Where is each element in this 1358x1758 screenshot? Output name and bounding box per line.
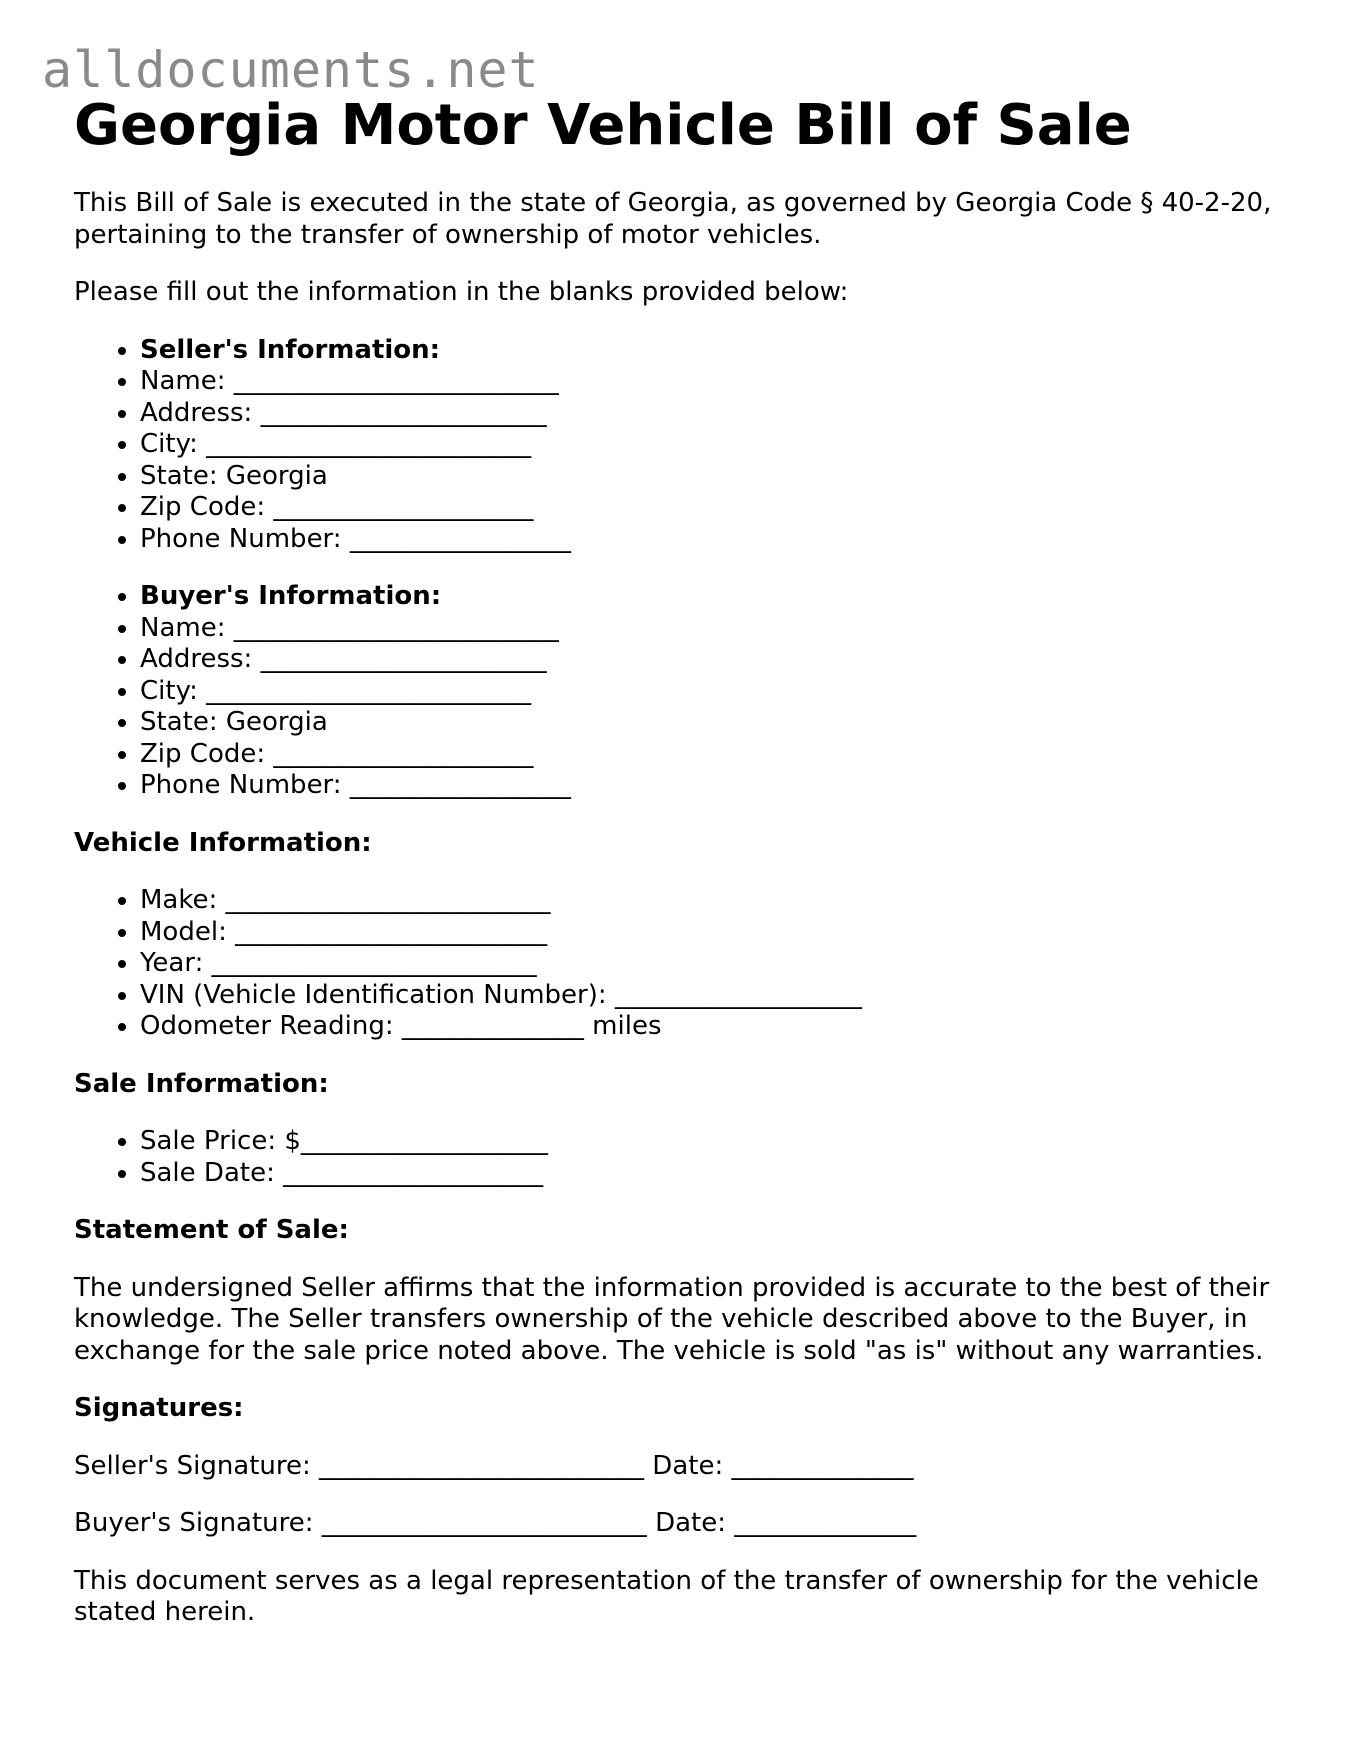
- document-title: Georgia Motor Vehicle Bill of Sale: [74, 93, 1132, 158]
- closing-paragraph: This document serves as a legal representation of the transfer of ownership for the vehicle stated herein.: [74, 1565, 1259, 1627]
- document-page: [74, 88, 1284, 1629]
- buyer-information-list: [74, 581, 1284, 802]
- vehicle-information-list: [74, 885, 1284, 1043]
- intro-paragraph: This Bill of Sale is executed in the state of Georgia, as governed by Georgia Code § 40-2-20, pertaining to the transfer of ownership of motor vehicles.: [74, 188, 1272, 250]
- seller-state-field: • State: Georgia: [140, 461, 1284, 493]
- signatures-heading: Signatures:: [74, 1393, 244, 1423]
- buyer-phone-field: • Phone Number: _________________: [140, 770, 1284, 802]
- seller-phone-field: • Phone Number: _________________: [140, 524, 1284, 556]
- sale-heading: Sale Information:: [74, 1068, 329, 1099]
- sale-price-field: • Sale Price: $___________________: [140, 1126, 1284, 1158]
- buyer-heading: • Buyer's Information:: [140, 581, 1284, 613]
- vehicle-year-field: • Year: _________________________: [140, 948, 1284, 980]
- seller-signature-line: Seller's Signature: _________________________ Date: ______________: [74, 1450, 914, 1481]
- seller-name-field: • Name: _________________________: [140, 366, 1284, 398]
- watermark-logo: alldocuments.net: [42, 41, 540, 99]
- instructions-paragraph: Please fill out the information in the blanks provided below:: [74, 277, 849, 307]
- buyer-zip-field: • Zip Code: ____________________: [140, 739, 1284, 771]
- buyer-address-field: • Address: ______________________: [140, 644, 1284, 676]
- vehicle-make-field: • Make: _________________________: [140, 885, 1284, 917]
- statement-paragraph: The undersigned Seller affirms that the information provided is accurate to the best of their knowledge. The Seller transfers ownership of the vehicle described above to the Buyer, in exchange for the sale price noted above. The vehicle is sold "as is" without any warranties.: [74, 1272, 1270, 1366]
- seller-heading: • Seller's Information:: [140, 335, 1284, 367]
- statement-heading: Statement of Sale:: [74, 1215, 349, 1245]
- buyer-signature-line: Buyer's Signature: _________________________ Date: ______________: [74, 1508, 917, 1538]
- buyer-name-field: • Name: _________________________: [140, 613, 1284, 645]
- sale-information-list: [74, 1126, 1284, 1189]
- seller-city-field: • City: _________________________: [140, 429, 1284, 461]
- buyer-state-field: • State: Georgia: [140, 707, 1284, 739]
- seller-address-field: • Address: ______________________: [140, 398, 1284, 430]
- seller-zip-field: • Zip Code: ____________________: [140, 492, 1284, 524]
- buyer-city-field: • City: _________________________: [140, 676, 1284, 708]
- seller-information-list: [74, 335, 1284, 556]
- vehicle-model-field: • Model: ________________________: [140, 917, 1284, 949]
- vehicle-vin-field: • VIN (Vehicle Identification Number): ___________________: [140, 980, 1284, 1012]
- sale-date-field: • Sale Date: ____________________: [140, 1158, 1284, 1190]
- vehicle-heading: Vehicle Information:: [74, 827, 372, 858]
- vehicle-odometer-field: • Odometer Reading: ______________ miles: [140, 1011, 1284, 1043]
